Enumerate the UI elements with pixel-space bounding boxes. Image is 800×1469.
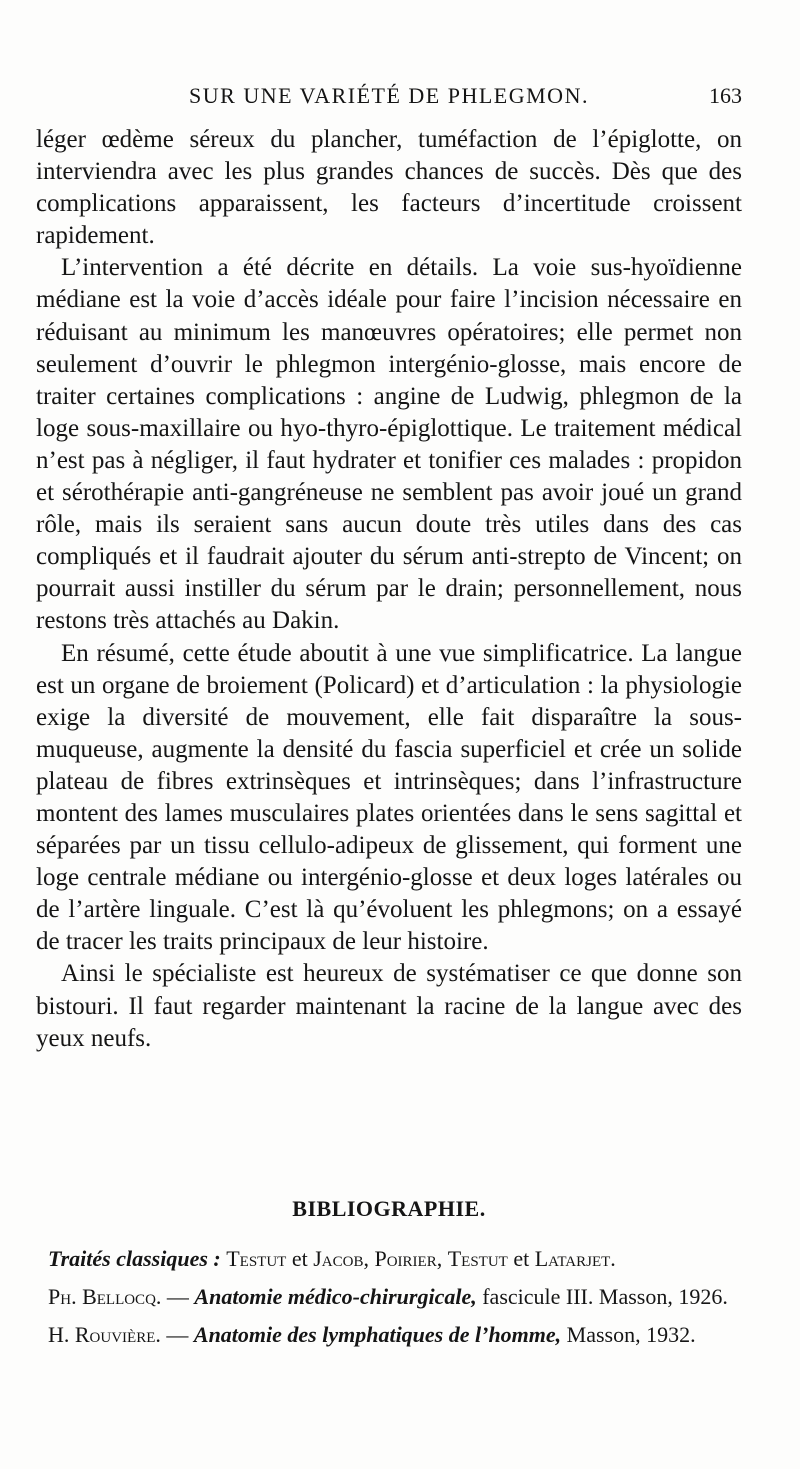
paragraph-intervention: L’intervention a été décrite en détails. La voie sus-hyoïdienne médiane est la voie d’accès idéale pour faire l’incision nécessaire en réduisant au minimum les manœuvres opératoires; elle permet non seulement d’ouvrir le phlegmon intergénio-glosse, mais encore de traiter certaines complications : angine de Ludwig, phlegmon de la loge sous-maxillaire ou hyo-thyro-épiglottique. Le traitement médical n’est pas à négliger, il faut hydrater et tonifier ces malades : propidon et sérothérapie anti-gangréneuse ne semblent pas avoir joué un grand rôle, mais ils seraient sans aucun doute très utiles dans des cas compliqués et il faudrait ajouter du sérum anti-strepto de Vincent; on pourrait aussi instiller du sérum par le drain; personnellement, nous restons très attachés au Dakin. bbox=[36, 254, 742, 635]
entry-end: . bbox=[610, 1246, 616, 1271]
body-text bbox=[36, 124, 742, 1055]
entry-author: Ph. Bellocq. bbox=[48, 1284, 162, 1309]
entry-dash: — bbox=[161, 1284, 195, 1309]
entry-title: Anatomie médico-chirurgicale, bbox=[194, 1284, 477, 1309]
running-head bbox=[36, 83, 742, 113]
bibliography-list bbox=[48, 1240, 768, 1354]
page-number: 163 bbox=[709, 83, 742, 108]
entry-author: Jacob bbox=[313, 1246, 364, 1271]
entry-details: fascicule III. Masson, 1926. bbox=[476, 1284, 728, 1309]
entry-title: Anatomie des lymphatiques de l’homme, bbox=[193, 1322, 562, 1347]
entry-author: Testut bbox=[226, 1246, 287, 1271]
entry-label: Traités classiques : bbox=[48, 1246, 221, 1271]
paragraph-conclusion: Ainsi le spécialiste est heureux de systématiser ce que donne son bistouri. Il faut regarder maintenant la racine de la langue avec des yeux neufs. bbox=[36, 960, 742, 1052]
entry-dash: — bbox=[160, 1322, 194, 1347]
entry-author: H. Rouvière. bbox=[48, 1322, 161, 1347]
entry-author: Poirier bbox=[374, 1246, 437, 1271]
paragraph-continuation: léger œdème séreux du plancher, tuméfaction de l’épiglotte, on interviendra avec les plus grandes chances de succès. Dès que des complications apparaissent, les facteurs d’incertitude croissent rapidement. bbox=[36, 126, 742, 250]
entry-author: Testut bbox=[447, 1246, 508, 1271]
running-title: SUR UNE VARIÉTÉ DE PHLEGMON. bbox=[189, 83, 589, 108]
bibliography-entry bbox=[48, 1278, 768, 1316]
entry-conjunction: et bbox=[507, 1246, 535, 1271]
bibliography-title: BIBLIOGRAPHIE. bbox=[292, 1196, 486, 1221]
paragraph-summary: En résumé, cette étude aboutit à une vue simplificatrice. La langue est un organe de broiement (Policard) et d’articulation : la physiologie exige la diversité de mouvement, elle fait disparaître la sous-muqueuse, augmente la densité du fascia superficiel et crée un solide plateau de fibres extrinsèques et intrinsèques; dans l’infrastructure montent des lames musculaires plates orientées dans le sens sagittal et séparées par un tissu cellulo-adipeux de glissement, qui forment une loge centrale médiane ou intergénio-glosse et deux loges latérales ou de l’artère linguale. C’est là qu’évoluent les phlegmons; on a essayé de tracer les traits principaux de leur histoire. bbox=[36, 639, 742, 956]
entry-details: Masson, 1932. bbox=[561, 1322, 696, 1347]
entry-author: Latarjet bbox=[534, 1246, 611, 1271]
entry-separator: , bbox=[363, 1246, 375, 1271]
entry-separator: , bbox=[436, 1246, 448, 1271]
bibliography-entry bbox=[48, 1316, 768, 1354]
bibliography-entry bbox=[48, 1240, 768, 1278]
entry-conjunction: et bbox=[286, 1246, 314, 1271]
